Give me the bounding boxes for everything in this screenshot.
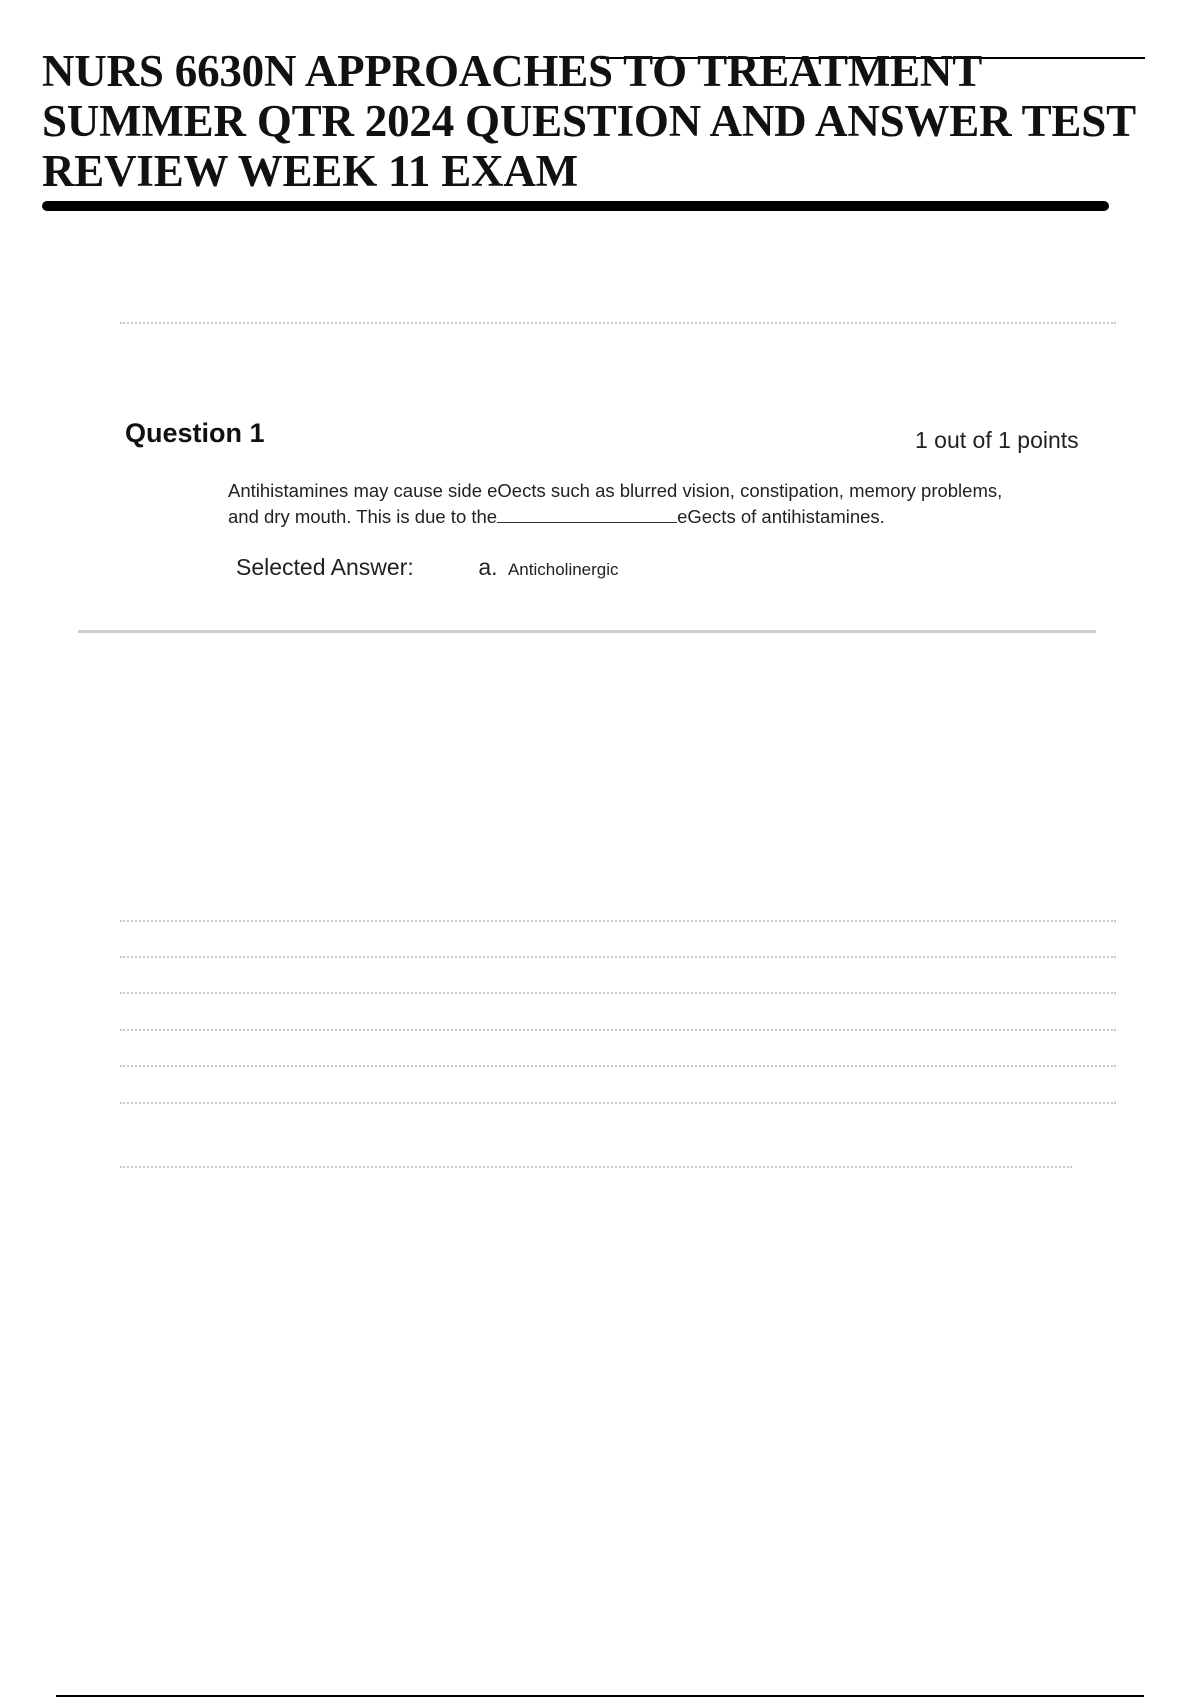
document-title-line-1: NURS 6630N APPROACHES TO TREATMENT xyxy=(42,46,983,96)
title-underline-bar xyxy=(42,201,1109,211)
question-text-line-2 xyxy=(228,504,1108,530)
selected-answer-row xyxy=(236,554,619,581)
dotted-separator xyxy=(120,956,1116,958)
question-text-before-blank: and dry mouth. This is due to the xyxy=(228,506,498,527)
document-title-line-2: SUMMER QTR 2024 QUESTION AND ANSWER TEST xyxy=(42,96,1136,146)
dotted-separator xyxy=(120,920,1116,922)
dotted-separator xyxy=(120,322,1116,324)
dotted-separator xyxy=(120,1065,1116,1067)
selected-answer-letter: a. xyxy=(478,554,498,580)
dotted-separator xyxy=(120,1029,1116,1031)
question-divider xyxy=(78,630,1096,633)
dotted-separator xyxy=(120,992,1116,994)
question-text-line-1: Antihistamines may cause side eOects such as blurred vision, constipation, memory problems, xyxy=(228,480,1003,501)
question-heading: Question 1 xyxy=(125,418,265,448)
document-title xyxy=(42,46,1162,196)
document-title-line-3: REVIEW WEEK 11 EXAM xyxy=(42,146,578,196)
answer-blank xyxy=(497,506,677,523)
dotted-separator xyxy=(120,1102,1116,1104)
question-text-after-blank: eGects of antihistamines. xyxy=(677,506,885,527)
footer-rule xyxy=(56,1695,1144,1697)
selected-answer-label: Selected Answer: xyxy=(236,554,414,580)
selected-answer-value: Anticholinergic xyxy=(507,560,619,579)
dotted-separator xyxy=(120,1166,1072,1168)
question-text xyxy=(228,478,1108,530)
question-points: 1 out of 1 points xyxy=(915,427,1079,453)
